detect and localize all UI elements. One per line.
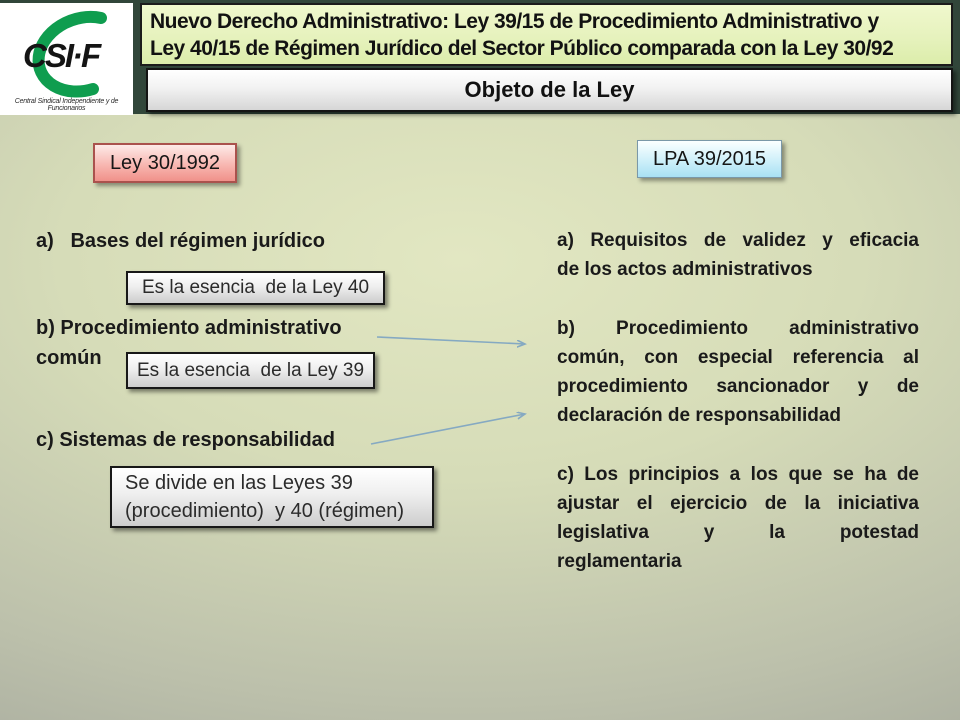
callout-esencia-ley-40: Es la esencia de la Ley 40 bbox=[126, 271, 385, 305]
csif-logo bbox=[0, 3, 133, 115]
right-b-line3: procedimiento sancionador y de bbox=[557, 376, 919, 397]
right-paragraph-b bbox=[557, 314, 919, 430]
right-a-line2: de los actos administrativos bbox=[557, 259, 813, 280]
right-c-line1: c) Los principios a los que se ha de bbox=[557, 464, 919, 485]
arrow-b-to-right-icon bbox=[377, 337, 525, 344]
arrow-c-to-right-icon bbox=[371, 414, 525, 444]
slide-title-box bbox=[140, 3, 953, 66]
right-b-line1: b) Procedimiento administrativo bbox=[557, 318, 919, 339]
left-item-a: a) Bases del régimen jurídico bbox=[36, 230, 325, 252]
right-c-line4: reglamentaria bbox=[557, 551, 682, 572]
right-b-line2: común, con especial referencia al bbox=[557, 347, 919, 368]
title-line-2: Ley 40/15 de Régimen Jurídico del Sector Público comparada con la Ley 30/92 bbox=[150, 36, 894, 60]
callout-se-divide bbox=[110, 466, 434, 528]
right-column bbox=[557, 226, 919, 606]
callout-se-divide-line2: (procedimiento) y 40 (régimen) bbox=[125, 500, 404, 522]
callout-esencia-ley-39: Es la esencia de la Ley 39 bbox=[126, 352, 375, 389]
logo-acronym: CSI·F bbox=[23, 37, 100, 74]
right-c-line2: ajustar el ejercicio de la iniciativa bbox=[557, 493, 919, 514]
label-lpa-39-2015: LPA 39/2015 bbox=[637, 140, 782, 178]
right-b-line4: declaración de responsabilidad bbox=[557, 405, 842, 426]
left-item-b-line2: común bbox=[36, 347, 102, 369]
left-item-c: c) Sistemas de responsabilidad bbox=[36, 429, 335, 451]
right-a-line1: a) Requisitos de validez y eficacia bbox=[557, 230, 919, 251]
right-c-line3: legislativa y la potestad bbox=[557, 522, 919, 543]
logo-tagline: Central Sindical Independiente y de Funcionarios bbox=[14, 98, 119, 112]
right-paragraph-c bbox=[557, 460, 919, 576]
left-item-b-line1: b) Procedimiento administrativo bbox=[36, 317, 342, 339]
right-paragraph-a bbox=[557, 226, 919, 284]
slide-subtitle-bar: Objeto de la Ley bbox=[146, 68, 953, 112]
callout-se-divide-line1: Se divide en las Leyes 39 bbox=[125, 472, 353, 494]
title-line-1: Nuevo Derecho Administrativo: Ley 39/15 de Procedimiento Administrativo y bbox=[150, 9, 879, 33]
label-ley-30-1992: Ley 30/1992 bbox=[93, 143, 237, 183]
